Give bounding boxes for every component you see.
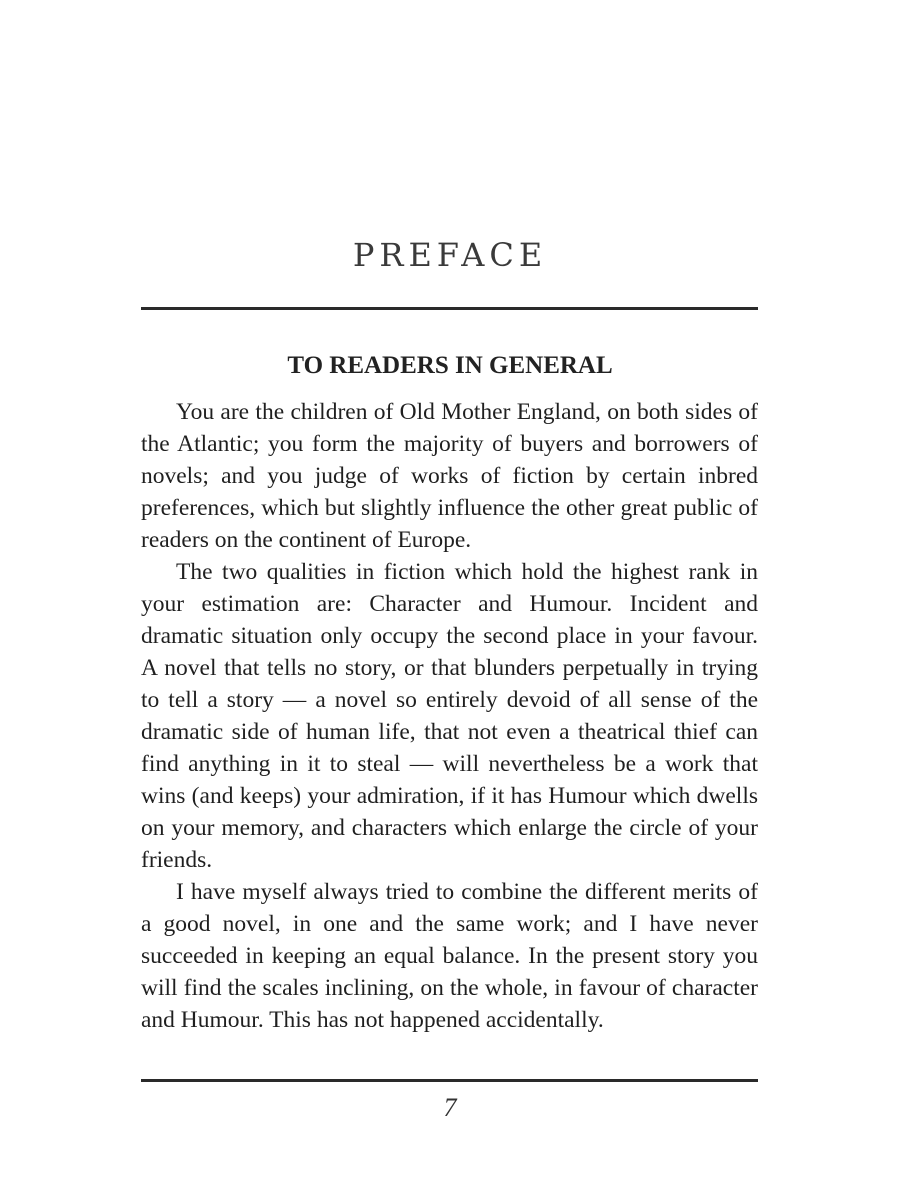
top-divider	[141, 307, 758, 310]
body-text	[141, 396, 758, 1036]
paragraph: You are the children of Old Mother England, on both sides of the Atlantic; you form the majority of buyers and borrowers of novels; and you judge of works of fiction by certain inbred preferences, which but slightly influence the other great public of readers on the continent of Europe.	[141, 399, 758, 553]
page-number: 7	[443, 1093, 457, 1122]
paragraph: The two qualities in fiction which hold the highest rank in your estimation are: Character and Humour. Incident and dramatic situation only occupy the second place in your favour. A novel that tells no story, or that blunders perpetually in trying to tell a story — a novel so entirely devoid of all sense of the dramatic side of human life, that not even a theatrical thief can find anything in it to steal — will nevertheless be a work that wins (and keeps) your admiration, if it has Humour which dwells on your memory, and characters which enlarge the circle of your friends.	[141, 559, 758, 873]
section-heading: TO READERS IN GENERAL	[287, 352, 613, 379]
paragraph: I have myself always tried to combine the different merits of a good novel, in one and the same work; and I have never succeeded in keeping an equal balance. In the present story you will find the scales inclining, on the whole, in favour of character and Humour. This has not happened accidentally.	[141, 879, 758, 1033]
page-title: PREFACE	[352, 236, 548, 274]
bottom-divider	[141, 1079, 758, 1082]
